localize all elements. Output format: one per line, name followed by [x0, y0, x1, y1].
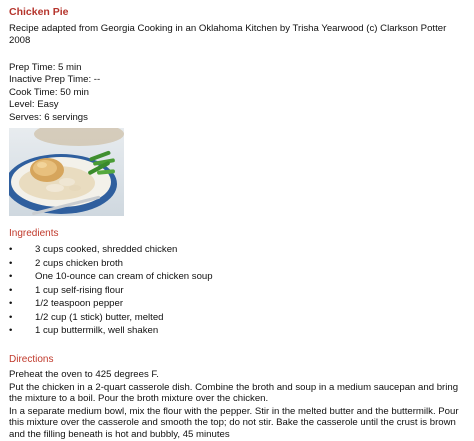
direction-step: Preheat the oven to 425 degrees F.: [9, 369, 159, 381]
bullet-icon: •: [9, 244, 13, 256]
ingredients-heading: Ingredients: [9, 227, 59, 239]
level: Level: Easy: [9, 99, 59, 111]
ingredient-item: • 1 cup self-rising flour: [9, 284, 124, 296]
recipe-photo: [9, 128, 124, 216]
direction-step: In a separate medium bowl, mix the flour with the pepper. Stir in the melted butter and the buttermilk. Pour this mixture over the casserole and smooth the top; do not stir. Bake the casserole until the crust is brown and the filling beneath is hot and bubbly, 45 minutes: [9, 405, 459, 440]
ingredient-item: • 2 cups chicken broth: [9, 257, 123, 269]
chicken-pie-image: [9, 128, 124, 216]
ingredient-item: • 1 cup buttermilk, well shaken: [9, 325, 159, 337]
prep-time: Prep Time: 5 min: [9, 62, 82, 73]
cook-time: Cook Time: 50 min: [9, 86, 89, 98]
ingredient-item: • 3 cups cooked, shredded chicken: [9, 244, 178, 256]
recipe-title: Chicken Pie: [9, 6, 69, 18]
bullet-icon: •: [9, 284, 13, 296]
recipe-meta: [9, 62, 466, 124]
ingredients-list: [9, 244, 466, 339]
directions-body: [9, 369, 466, 440]
ingredient-item: • 1/2 cup (1 stick) butter, melted: [9, 311, 164, 323]
bullet-icon: •: [9, 311, 13, 323]
inactive-prep-time: Inactive Prep Time: --: [9, 74, 101, 86]
bullet-icon: •: [9, 298, 13, 310]
direction-step: Put the chicken in a 2-quart casserole dish. Combine the broth and soup in a medium saucepan and bring the mixture to a boil. Pour the broth mixture over the chicken.: [9, 381, 459, 405]
recipe-credit: Recipe adapted from Georgia Cooking in an Oklahoma Kitchen by Trisha Yearwood (c) Clarkson Potter 2008: [9, 23, 447, 46]
ingredient-item: • 1/2 teaspoon pepper: [9, 298, 124, 310]
bullet-icon: •: [9, 271, 13, 283]
bullet-icon: •: [9, 257, 13, 269]
ingredient-item: • One 10-ounce can cream of chicken soup: [9, 271, 213, 283]
bullet-icon: •: [9, 325, 13, 337]
serves: Serves: 6 servings: [9, 111, 88, 123]
directions-heading: Directions: [9, 353, 54, 365]
